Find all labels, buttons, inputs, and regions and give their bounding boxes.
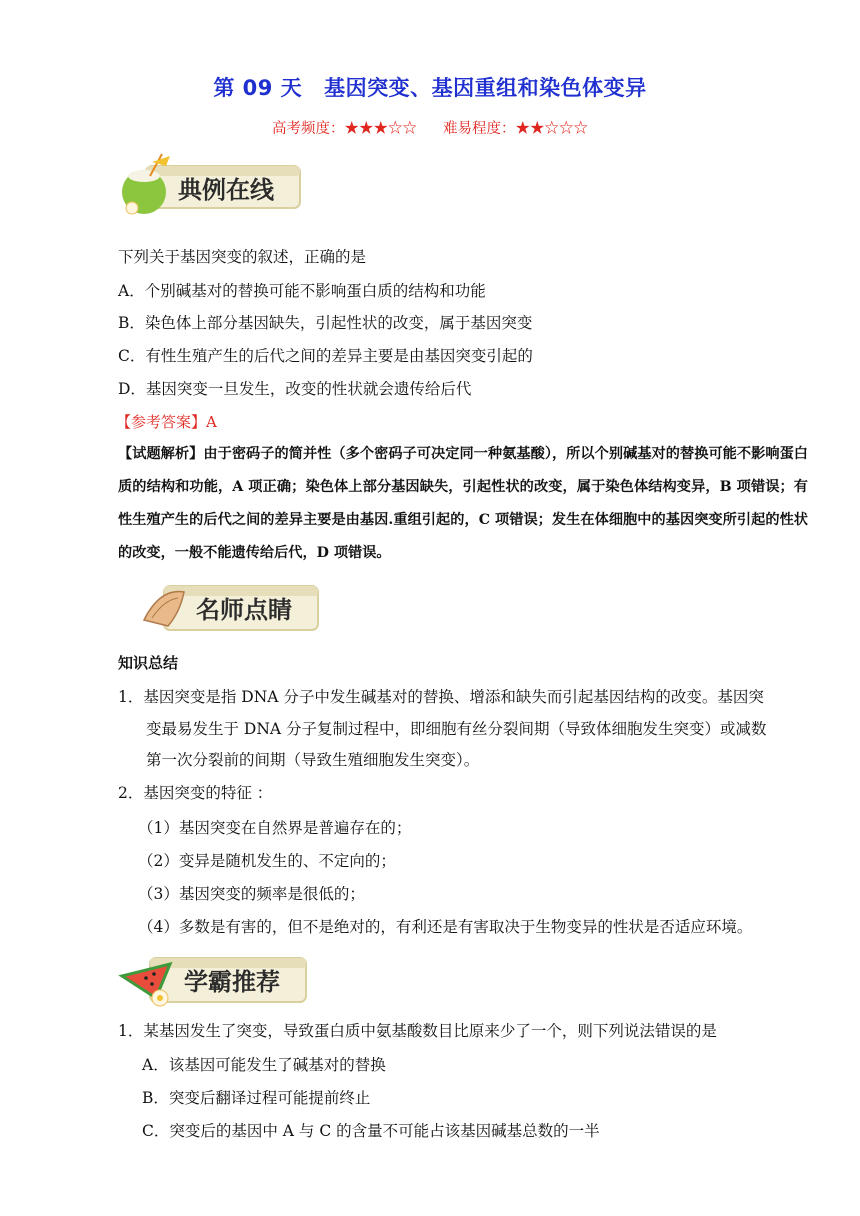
banner-recommend <box>116 946 312 1008</box>
point1-line3: 第一次分裂前的间期（导致生殖细胞发生突变）。 <box>146 751 480 769</box>
practice-stem: 1．某基因发生了突变，导致蛋白质中氨基酸数目比原来少了一个，则下列说法错误的是 <box>118 1022 717 1040</box>
knowledge-heading: 知识总结 <box>118 654 179 672</box>
page-title <box>0 72 860 102</box>
banner-tips <box>140 578 322 640</box>
difficulty-meta <box>0 117 860 138</box>
feature-1: （1）基因突变在自然界是普遍存在的； <box>138 819 412 837</box>
option-c: C．有性生殖产生的后代之间的差异主要是由基因突变引起的 <box>118 347 533 365</box>
feature-2: （2）变异是随机发生的、不定向的； <box>138 852 396 870</box>
title-topic: 基因突变、基因重组和染色体变异 <box>324 76 647 100</box>
difficulty-label: 难易程度：★★☆☆☆ <box>443 121 588 137</box>
feature-4: （4）多数是有害的，但不是绝对的，有利还是有害取决于生物变异的性状是否适应环境。 <box>138 918 753 936</box>
title-day: 第 09 天 <box>213 76 303 100</box>
frequency-label: 高考频度：★★★☆☆ <box>272 121 417 137</box>
banner-tips-label: 名师点睛 <box>196 595 292 624</box>
watermelon-banner-graphic <box>116 946 312 1012</box>
point2-heading: 2．基因突变的特征 ： <box>118 784 273 802</box>
coconut-banner-graphic <box>116 152 306 218</box>
reference-answer: 【参考答案】A <box>116 413 217 431</box>
option-d: D．基因突变一旦发生，改变的性状就会遗传给后代 <box>118 380 472 398</box>
banner-example <box>116 152 306 214</box>
question-stem: 下列关于基因突变的叙述，正确的是 <box>118 248 367 266</box>
banner-recommend-label: 学霸推荐 <box>184 967 280 996</box>
point1-line2: 变最易发生于 DNA 分子复制过程中，即细胞有丝分裂间期（导致体细胞发生突变）或减数 <box>146 720 767 738</box>
question-analysis: 【试题解析】由于密码子的简并性（多个密码子可决定同一种氨基酸），所以个别碱基对的替换可能不影响蛋白质的结构和功能，A 项正确；染色体上部分基因缺失，引起性状的改变，属于染色体结构变异，B 项错误；有性生殖产生的后代之间的差异主要是由基因.重组引起的，C 项错误；发生在体细胞中的基因突变所引起的性状的改变，一般不能遗传给后代，D 项错误。 <box>118 446 808 561</box>
point1-line1: 1．基因突变是指 DNA 分子中发生碱基对的替换、增添和缺失而引起基因结构的改变。基因突 <box>118 688 764 706</box>
banner-example-label: 典例在线 <box>178 175 274 204</box>
shell-banner-graphic <box>140 578 322 638</box>
option-b: B．染色体上部分基因缺失，引起性状的改变，属于基因突变 <box>118 314 533 332</box>
feature-3: （3）基因突变的频率是很低的； <box>138 885 365 903</box>
practice-option-c: C．突变后的基因中 A 与 C 的含量不可能占该基因碱基总数的一半 <box>142 1122 600 1140</box>
practice-option-a: A．该基因可能发生了碱基对的替换 <box>142 1056 386 1074</box>
practice-option-b: B．突变后翻译过程可能提前终止 <box>142 1089 371 1107</box>
option-a: A．个别碱基对的替换可能不影响蛋白质的结构和功能 <box>118 282 486 300</box>
